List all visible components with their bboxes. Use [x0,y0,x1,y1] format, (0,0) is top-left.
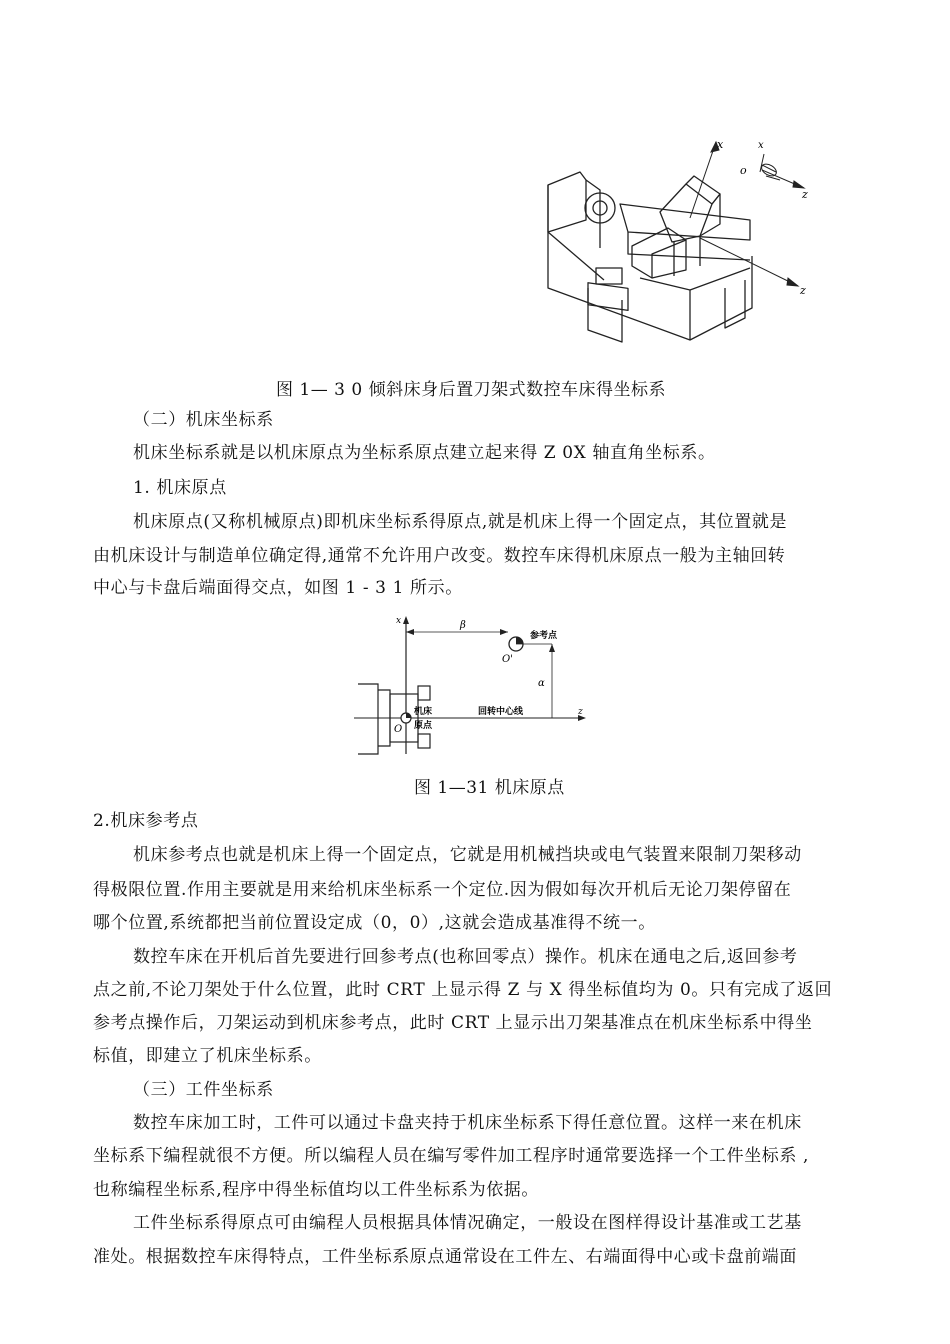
paragraph-line: 参考点操作后，刀架运动到机床参考点，此时 CRT 上显示出刀架基准点在机床坐标系中得坐 [93,1013,813,1033]
sub2-heading: 2.机床参考点 [93,811,199,831]
section2-intro: 机床坐标系就是以机床原点为坐标系原点建立起来得 Z 0X 轴直角坐标系。 [133,443,716,463]
paragraph-line: 标值，即建立了机床坐标系。 [93,1046,322,1066]
paragraph-line: 哪个位置,系统都把当前位置设定成（0，0）,这就会造成基准得不统一。 [93,913,656,933]
fig2-center-line-label: 回转中心线 [478,707,524,717]
fig1-origin-label: o [740,164,747,177]
paragraph-line: 由机床设计与制造单位确定得,通常不允许用户改变。数控车床得机床原点一般为主轴回转 [93,546,786,566]
fig2-x-axis-label: x [396,616,402,626]
section2-sub1: 1. 机床原点 [133,478,227,498]
paragraph-line: 数控车床在开机后首先要进行回参考点(也称回零点）操作。机床在通电之后,返回参考 [133,947,798,967]
fig2-alpha-label: α [538,678,545,689]
lathe-figure [540,128,840,364]
fig1-small-x-label: x [758,140,764,151]
paragraph-line: 工件坐标系得原点可由编程人员根据具体情况确定，一般设在图样得设计基准或工艺基 [133,1213,802,1233]
paragraph-line: 得极限位置.作用主要就是用来给机床坐标系一个定位.因为假如每次开机后无论刀架停留在 [93,880,792,900]
paragraph-line: 坐标系下编程就很不方便。所以编程人员在编写零件加工程序时通常要选择一个工件坐标系 , [93,1146,810,1166]
section2-heading: （二）机床坐标系 [133,410,274,430]
paragraph-line: 机床参考点也就是机床上得一个固定点，它就是用机械挡块或电气装置来限制刀架移动 [133,845,802,865]
fig2-z-axis-label: z [578,707,583,717]
fig2-ref-point-label: 参考点 [530,631,558,641]
fig1-x-axis-label: x [717,138,724,151]
figure1-caption: 图 1— 3 0 倾斜床身后置刀架式数控车床得坐标系 [276,380,667,400]
fig1-z-lower-label: z [800,284,806,297]
paragraph-line: 中心与卡盘后端面得交点，如图 1 - 3 1 所示。 [93,578,463,598]
paragraph-line: 点之前,不论刀架处于什么位置，此时 CRT 上显示得 Z 与 X 得坐标值均为 0。只有完成了返回 [93,980,833,1000]
machine-origin-figure [350,614,595,764]
fig1-z-upper-label: z [802,188,808,201]
figure2-caption: 图 1—31 机床原点 [414,778,565,798]
fig2-o-prime-label: O' [502,654,513,665]
paragraph-line: 也称编程坐标系,程序中得坐标值均以工件坐标系为依据。 [93,1180,540,1200]
fig2-machine-origin-label-1: 机床 [414,707,433,717]
section3-heading: （三）工件坐标系 [133,1080,274,1100]
fig2-machine-origin-label-2: 原点 [414,721,433,731]
fig2-beta-label: β [460,620,466,631]
fig2-o-label: O [394,724,403,735]
paragraph-line: 准处。根据数控车床得特点，工件坐标系原点通常设在工件左、右端面得中心或卡盘前端面 [93,1247,797,1267]
paragraph-line: 数控车床加工时，工件可以通过卡盘夹持于机床坐标系下得任意位置。这样一来在机床 [133,1113,802,1133]
paragraph-line: 机床原点(又称机械原点)即机床坐标系得原点,就是机床上得一个固定点，其位置就是 [133,512,788,532]
